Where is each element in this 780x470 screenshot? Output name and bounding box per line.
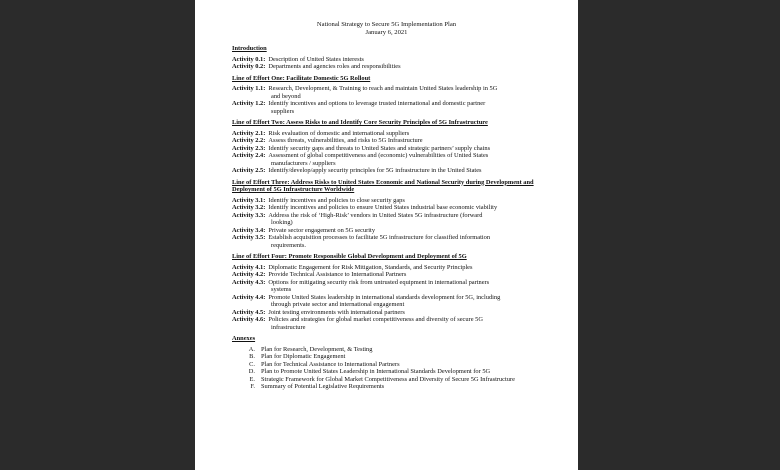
activity-item [232, 63, 548, 71]
activity-continuation: looking) [271, 219, 293, 226]
activity-text: Identify security gaps and threats to United States and strategic partners’ supply chains [268, 144, 491, 152]
activity-text: Policies and strategies for global market competitiveness and diversity of secure 5G [268, 316, 483, 323]
document-date: January 6, 2021 [365, 29, 408, 36]
activity-continuation: requirements. [271, 241, 306, 249]
annexes-heading: Annexes [232, 335, 256, 342]
activity-item [232, 271, 548, 279]
section-heading: Line of Effort Three: Address Risks to United States Economic and National Security during Development and Deployment of 5G Infrastructure Worldwide [232, 178, 534, 193]
activity-item [232, 167, 548, 175]
activity-text: Assess threats, vulnerabilities, and risks to 5G Infrastructure [268, 137, 423, 144]
activity-item [232, 227, 548, 235]
annex-item [242, 346, 548, 354]
activity-label: Activity 0.1: [232, 55, 266, 63]
activity-continuation: and beyond [271, 92, 301, 100]
annex-text: Summary of Potential Legislative Requirements [261, 383, 385, 390]
activity-label: Activity 3.2: [232, 204, 266, 211]
activity-item [232, 294, 548, 309]
activity-item [232, 264, 548, 272]
activity-text: Risk evaluation of domestic and international suppliers [268, 129, 410, 137]
activity-item [232, 130, 548, 138]
activity-text: Provide Technical Assistance to International Partners [268, 271, 407, 278]
activity-line [232, 279, 548, 287]
activity-continuation: suppliers [271, 107, 295, 115]
annex-item [242, 376, 548, 384]
activity-item [232, 204, 548, 212]
section-heading: Line of Effort Four: Promote Responsible Global Development and Deployment of 5G [232, 253, 467, 260]
activity-label: Activity 4.6: [232, 316, 266, 323]
annex-item [242, 361, 548, 369]
activity-item [232, 137, 548, 145]
activity-line [232, 294, 548, 302]
activity-text: Private sector engagement on 5G security [268, 226, 376, 234]
activity-label: Activity 3.1: [232, 196, 266, 204]
activity-line [232, 316, 548, 324]
activity-item [232, 152, 548, 167]
document-body [232, 45, 548, 391]
activity-line [232, 100, 548, 108]
activity-item [232, 279, 548, 294]
activity-label: Activity 4.5: [232, 308, 266, 316]
activity-text: Description of United States interests [268, 55, 364, 63]
activity-item [232, 145, 548, 153]
annex-letter: F. [250, 383, 255, 390]
activity-label: Activity 2.1: [232, 129, 266, 137]
activity-item [232, 309, 548, 317]
activity-item [232, 197, 548, 205]
activity-text: Address the risk of ‘High-Risk’ vendors in United States 5G infrastructure (forward [268, 211, 483, 219]
activity-label: Activity 2.2: [232, 137, 266, 144]
activity-label: Activity 2.4: [232, 152, 266, 159]
activity-text: Assessment of global competitiveness and (economic) vulnerabilities of United States [268, 152, 489, 159]
activity-item [232, 100, 548, 115]
annex-item [242, 353, 548, 361]
activity-label: Activity 0.2: [232, 63, 266, 70]
annex-text: Plan to Promote United States Leadership in International Standards Development for 5G [261, 368, 491, 375]
activity-text: Identify incentives and policies to close security gaps [268, 196, 405, 204]
document-title: National Strategy to Secure 5G Implementation Plan [316, 21, 457, 28]
activity-text: Establish acquisition processes to facilitate 5G infrastructure for classified information [268, 234, 491, 241]
activity-text: Diplomatic Engagement for Risk Mitigation, Standards, and Security Principles [268, 263, 473, 271]
activity-continuation: through private sector and international engagement [271, 301, 405, 308]
activity-line [232, 85, 548, 93]
activity-text: Identify incentives and options to leverage trusted international and domestic partner [268, 100, 486, 107]
activity-text: Research, Development, & Training to reach and maintain United States leadership in 5G [268, 85, 498, 92]
annex-letter: C. [249, 360, 255, 368]
activity-label: Activity 4.1: [232, 263, 266, 271]
section-heading: Line of Effort One: Facilitate Domestic 5G Rollout [232, 74, 371, 82]
annex-text: Strategic Framework for Global Market Competitiveness and Diversity of Secure 5G Infrastructure [261, 375, 515, 383]
activity-text: Promote United States leadership in international standards development for 5G, including [268, 293, 501, 301]
activity-label: Activity 3.4: [232, 226, 266, 234]
activity-label: Activity 3.3: [232, 211, 266, 219]
activity-item [232, 56, 548, 64]
activity-label: Activity 4.4: [232, 293, 266, 301]
activity-text: Identify incentives and policies to ensure United States industrial base economic viability [268, 204, 498, 211]
activity-continuation: infrastructure [271, 323, 306, 331]
activity-text: Joint testing environments with international partners [268, 308, 405, 316]
activity-text: Options for mitigating security risk from untrusted equipment in international partners [268, 278, 490, 286]
annex-letter: B. [249, 353, 255, 360]
document-page [195, 0, 578, 470]
annex-item [242, 368, 548, 376]
activity-text: Departments and agencies roles and responsibilities [268, 63, 401, 70]
activity-label: Activity 1.1: [232, 85, 266, 92]
activity-line [232, 234, 548, 242]
activity-label: Activity 4.3: [232, 278, 266, 286]
section-heading: Line of Effort Two: Assess Risks to and Identify Core Security Principles of 5G Infrastructure [232, 119, 488, 126]
activity-item [232, 234, 548, 249]
activity-continuation: manufacturers / suppliers [271, 159, 336, 167]
annex-text: Plan for Research, Development, & Testing [261, 345, 373, 353]
activity-continuation: systems [271, 286, 292, 293]
annex-text: Plan for Technical Assistance to International Partners [261, 360, 400, 368]
activity-line [232, 212, 548, 220]
activity-item [232, 316, 548, 331]
annex-letter: A. [248, 345, 255, 353]
activity-label: Activity 2.5: [232, 167, 266, 174]
document-header [195, 21, 578, 37]
annex-letter: D. [248, 368, 255, 375]
activity-item [232, 85, 548, 100]
activity-text: Identify/develop/apply security principles for 5G infrastructure in the United States [268, 167, 482, 174]
annex-item [242, 383, 548, 391]
activity-label: Activity 1.2: [232, 100, 266, 107]
activity-item [232, 212, 548, 227]
annex-text: Plan for Diplomatic Engagement [261, 353, 346, 360]
activity-label: Activity 4.2: [232, 271, 266, 278]
activity-label: Activity 2.3: [232, 144, 266, 152]
annex-letter: E. [249, 375, 255, 383]
activity-line [232, 152, 548, 160]
activity-label: Activity 3.5: [232, 234, 266, 241]
section-heading: Introduction [232, 45, 267, 52]
